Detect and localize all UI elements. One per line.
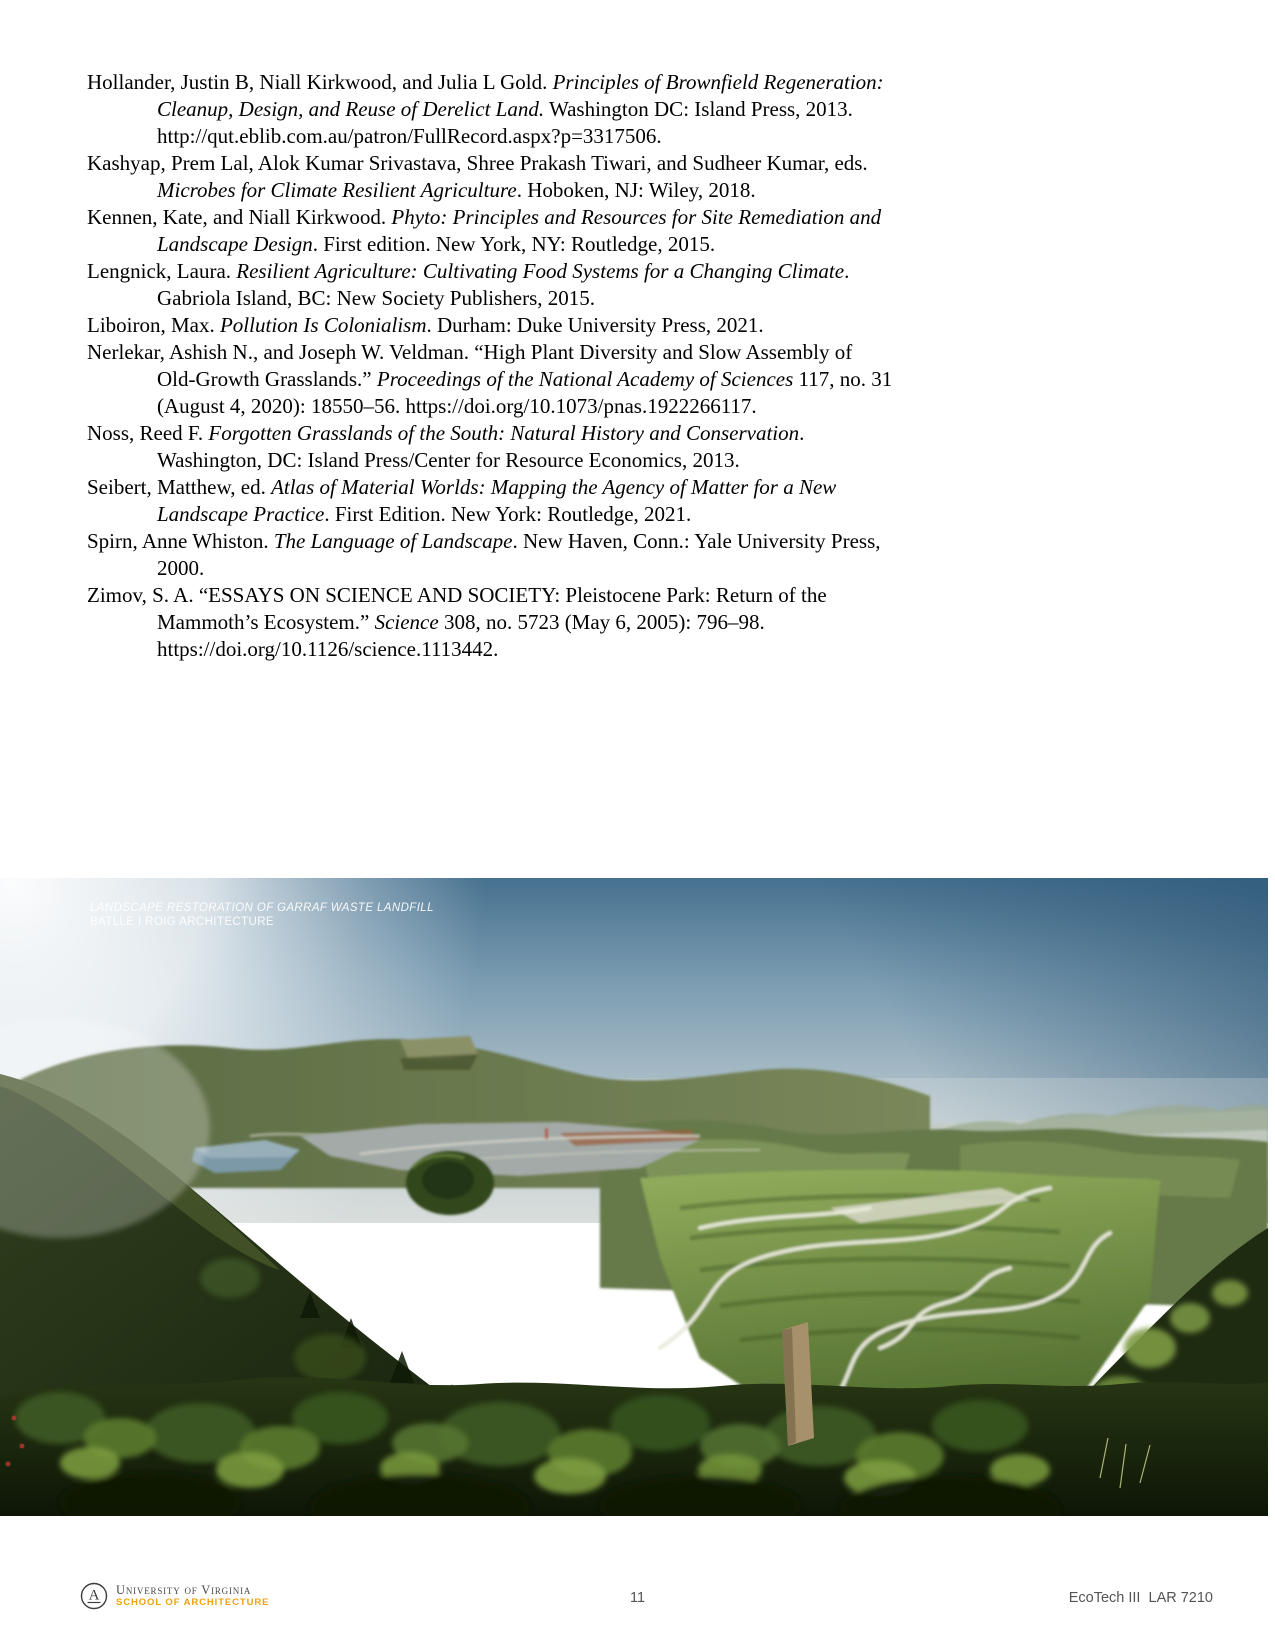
page-number: 11 [629,1590,646,1606]
bibliography-entry-line: Seibert, Matthew, ed. Atlas of Material Worlds: Mapping the Agency of Matter for a New [87,475,837,499]
bibliography-entry-line: Kashyap, Prem Lal, Alok Kumar Srivastava, Shree Prakash Tiwari, and Sudheer Kumar, eds. [87,151,868,175]
bibliography-entry-continuation: https://doi.org/10.1126/science.1113442. [157,637,499,661]
bibliography-entry-line: Kennen, Kate, and Niall Kirkwood. Phyto: Principles and Resources for Site Remediation and [87,205,882,229]
red-crane [545,1128,548,1139]
landscape-photo [0,878,1268,1516]
bibliography-entry-continuation: http://qut.eblib.com.au/patron/FullRecord.aspx?p=3317506. [157,124,662,148]
bibliography-entry-continuation: Mammoth’s Ecosystem.” Science 308, no. 5723 (May 6, 2005): 796–98. [157,610,765,634]
bibliography-entry-continuation: Washington, DC: Island Press/Center for Resource Economics, 2013. [157,448,740,472]
bibliography-entry-line: Noss, Reed F. Forgotten Grasslands of the South: Natural History and Conservation. [87,421,805,445]
logo-university-name: University of Virginia [116,1583,252,1597]
bibliography-entry-line: Nerlekar, Ashish N., and Joseph W. Veldman. “High Plant Diversity and Slow Assembly of [87,340,853,364]
course-code: EcoTech III LAR 7210 [1068,1590,1213,1606]
bibliography [87,69,1087,663]
bibliography-entry-continuation: (August 4, 2020): 18550–56. https://doi.org/10.1073/pnas.1922266117. [157,394,757,418]
bibliography-entry-line: Liboiron, Max. Pollution Is Colonialism. Durham: Duke University Press, 2021. [87,313,764,337]
bibliography-entry-continuation: Gabriola Island, BC: New Society Publishers, 2015. [157,286,596,310]
landscape-photo-art [0,878,1268,1516]
bibliography-entry-line: Zimov, S. A. “ESSAYS ON SCIENCE AND SOCIETY: Pleistocene Park: Return of the [87,583,827,607]
bibliography-list [87,69,1087,663]
bibliography-entry-line: Spirn, Anne Whiston. The Language of Landscape. New Haven, Conn.: Yale University Press, [87,529,881,553]
bibliography-entry-line: Lengnick, Laura. Resilient Agriculture: Cultivating Food Systems for a Changing Climate. [87,259,850,283]
photo-caption [90,901,434,929]
bibliography-entry-continuation: Cleanup, Design, and Reuse of Derelict Land. Washington DC: Island Press, 2013. [157,97,853,121]
bibliography-entry-continuation: 2000. [157,556,205,580]
bibliography-entry-continuation: Landscape Practice. First Edition. New York: Routledge, 2021. [157,502,692,526]
photo-caption-project: LANDSCAPE RESTORATION OF GARRAF WASTE LANDFILL [90,902,434,914]
logo-school-name: SCHOOL OF ARCHITECTURE [116,1597,270,1608]
photo-caption-firm: BATLLE I ROIG ARCHITECTURE [90,916,274,928]
bibliography-entry-continuation: Old-Growth Grasslands.” Proceedings of the National Academy of Sciences 117, no. 31 [157,367,893,391]
bibliography-entry-continuation: Microbes for Climate Resilient Agriculture. Hoboken, NJ: Wiley, 2018. [157,178,756,202]
logo-monogram: A [88,1587,100,1604]
bibliography-entry-continuation: Landscape Design. First edition. New York, NY: Routledge, 2015. [157,232,716,256]
bibliography-entry-line: Hollander, Justin B, Niall Kirkwood, and Julia L Gold. Principles of Brownfield Regeneration: [87,70,884,94]
